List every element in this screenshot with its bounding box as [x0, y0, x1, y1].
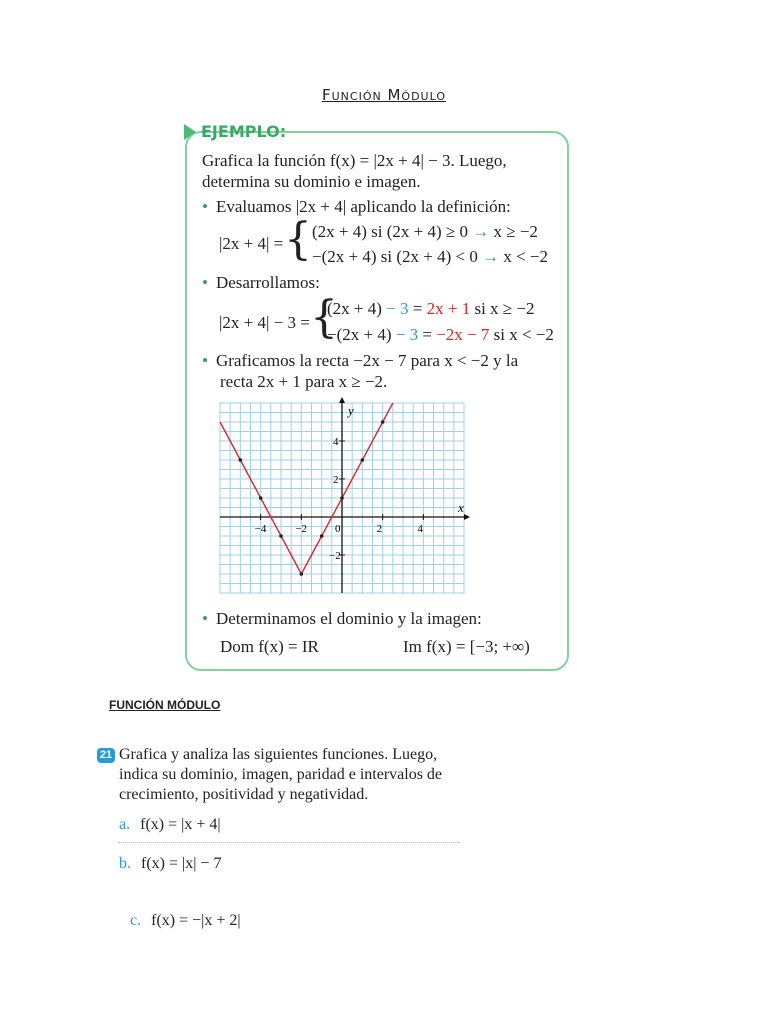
data-point [381, 420, 385, 424]
x-tick-label: 0 [335, 523, 341, 535]
bullet-icon: • [202, 609, 208, 628]
function-graph [219, 402, 465, 594]
bullet-icon: • [202, 273, 208, 292]
chart-plot [220, 403, 393, 576]
step-3-line-2: recta 2x + 1 para x ≥ −2. [220, 372, 388, 391]
chart-axes [220, 397, 470, 593]
y-tick-label: 4 [333, 436, 339, 448]
data-point [320, 534, 324, 538]
bullet-icon: • [202, 197, 208, 216]
example-tag [184, 122, 286, 141]
abs-lhs: |2x + 4| = [219, 234, 284, 253]
data-point [340, 496, 344, 500]
divider [118, 842, 460, 843]
y-axis-label: y [348, 403, 354, 418]
dev-case-2: −(2x + 4) − 3 = −2x − 7 si x < −2 [327, 325, 554, 344]
exercise-text-1: Grafica y analiza las siguientes funciones. Luego, [119, 746, 438, 763]
section-heading: FUNCIÓN MÓDULO [109, 698, 221, 712]
intro-line-1: Grafica la función f(x) = |2x + 4| − 3. Luego, [202, 151, 507, 170]
arrow-icon: → [472, 222, 490, 241]
bullet-icon: • [202, 351, 208, 370]
chart-ticks [255, 436, 424, 562]
data-point [361, 458, 365, 462]
exercise-item-a: a. f(x) = |x + 4| [119, 816, 221, 833]
x-tick-label: −2 [295, 523, 308, 535]
triangle-icon [184, 124, 196, 140]
step-3-line-1: • Graficamos la recta −2x − 7 para x < −2 y la [202, 351, 519, 370]
x-tick-label: 4 [417, 523, 423, 535]
data-point [300, 572, 304, 576]
example-label: EJEMPLO: [201, 122, 287, 141]
exercise-number-badge: 21 [97, 748, 115, 763]
step-4: • Determinamos el dominio y la imagen: [202, 609, 482, 628]
intro-line-2: determina su dominio e imagen. [202, 172, 421, 191]
abs-case-2: −(2x + 4) si (2x + 4) < 0 → x < −2 [312, 247, 549, 266]
step-1: • Evaluamos |2x + 4| aplicando la definición: [202, 197, 511, 216]
step-2: • Desarrollamos: [202, 273, 320, 292]
y-tick-label: 2 [333, 474, 339, 486]
exercise-text-2: indica su dominio, imagen, paridad e intervalos de [119, 766, 443, 783]
x-tick-label: −4 [254, 523, 267, 535]
image-text: Im f(x) = [−3; +∞) [403, 637, 530, 656]
domain-text: Dom f(x) = IR [220, 637, 319, 656]
exercise-item-c: c. f(x) = −|x + 2| [130, 912, 241, 929]
exercise-text-3: crecimiento, positividad y negatividad. [119, 786, 369, 803]
exercise-item-b: b. f(x) = |x| − 7 [119, 855, 222, 872]
abs-case-1: (2x + 4) si (2x + 4) ≥ 0 → x ≥ −2 [312, 222, 538, 241]
dev-case-1: (2x + 4) − 3 = 2x + 1 si x ≥ −2 [327, 299, 535, 318]
data-point [259, 496, 263, 500]
arrow-icon: → [482, 247, 500, 266]
brace-icon: { [310, 292, 338, 343]
y-tick-label: −2 [329, 550, 341, 562]
page-title: Función Módulo [321, 86, 446, 104]
x-tick-label: 2 [376, 523, 383, 535]
dev-lhs: |2x + 4| − 3 = [219, 313, 310, 332]
data-point [279, 534, 283, 538]
x-axis-label: x [458, 500, 464, 515]
data-point [239, 458, 243, 462]
brace-icon: { [284, 214, 312, 265]
